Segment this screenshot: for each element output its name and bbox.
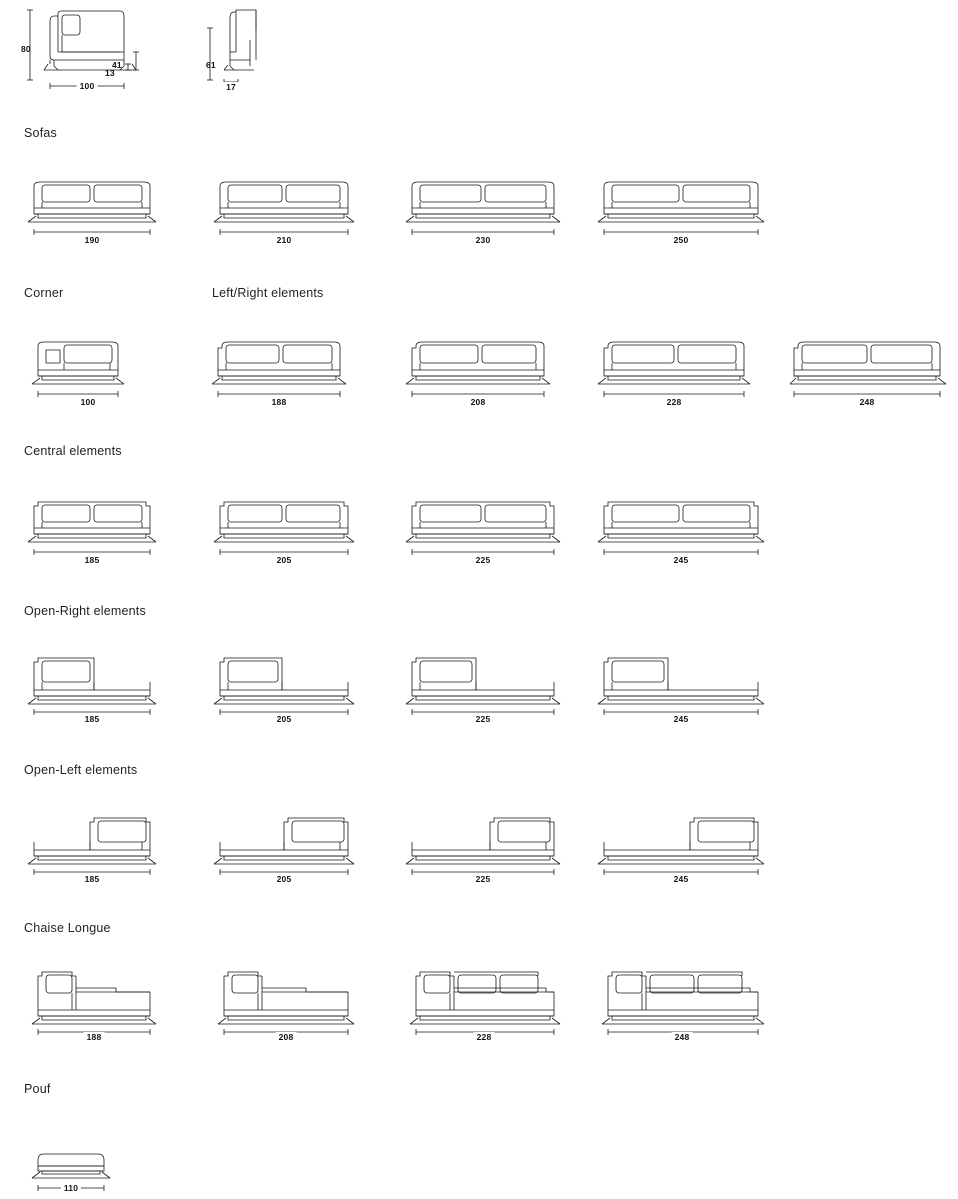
dim-sofas-0: 190 — [82, 235, 103, 245]
figure-chaise-228 — [404, 958, 572, 1034]
figure-sofa-210 — [210, 168, 370, 236]
figure-central-225 — [404, 486, 572, 554]
figure-chaise-208 — [210, 958, 370, 1034]
figure-sofa-250 — [596, 168, 776, 236]
dim-chaise-0: 188 — [84, 1032, 105, 1042]
dim-open-left-2: 225 — [473, 874, 494, 884]
dim-chaise-2: 228 — [474, 1032, 495, 1042]
technical-arm-detail — [204, 8, 274, 96]
figure-central-205 — [210, 486, 370, 554]
dim-lr-2: 228 — [664, 397, 685, 407]
figure-open-left-225 — [404, 802, 572, 874]
dim-corner-0: 100 — [78, 397, 99, 407]
figure-open-left-205 — [210, 802, 370, 874]
dim-open-right-2: 225 — [473, 714, 494, 724]
figure-chaise-248 — [596, 958, 776, 1034]
tech-label-back-height: 61 — [206, 60, 216, 70]
figure-corner-100 — [24, 328, 134, 396]
dim-sofas-3: 250 — [671, 235, 692, 245]
figure-open-left-245 — [596, 802, 776, 874]
section-heading-chaise: Chaise Longue — [24, 921, 111, 935]
dim-open-left-0: 185 — [82, 874, 103, 884]
section-heading-central: Central elements — [24, 444, 122, 458]
tech-label-base-height: 13 — [105, 68, 115, 78]
figure-lr-208 — [404, 328, 562, 396]
dim-lr-1: 208 — [468, 397, 489, 407]
dim-sofas-1: 210 — [274, 235, 295, 245]
dim-pouf-0: 110 — [61, 1183, 81, 1193]
dim-open-right-3: 245 — [671, 714, 692, 724]
dim-central-3: 245 — [671, 555, 692, 565]
tech-label-depth: 100 — [77, 81, 98, 91]
figure-lr-228 — [596, 328, 756, 396]
dim-open-right-0: 185 — [82, 714, 103, 724]
dim-lr-3: 248 — [857, 397, 878, 407]
dim-central-1: 205 — [274, 555, 295, 565]
figure-lr-248 — [788, 328, 954, 396]
dim-central-2: 225 — [473, 555, 494, 565]
section-heading-corner: Corner — [24, 286, 64, 300]
dim-chaise-1: 208 — [276, 1032, 297, 1042]
section-heading-sofas: Sofas — [24, 126, 57, 140]
figure-sofa-190 — [16, 168, 168, 236]
dim-open-right-1: 205 — [274, 714, 295, 724]
figure-lr-188 — [208, 328, 358, 396]
figure-open-left-185 — [16, 802, 168, 874]
figure-central-245 — [596, 486, 776, 554]
figure-open-right-205 — [210, 642, 370, 714]
dim-open-left-1: 205 — [274, 874, 295, 884]
figure-central-185 — [16, 486, 168, 554]
section-heading-open-left: Open-Left elements — [24, 763, 138, 777]
tech-label-height: 80 — [21, 44, 31, 54]
tech-label-seat-height: 41 — [112, 60, 122, 70]
dim-central-0: 185 — [82, 555, 103, 565]
dim-sofas-2: 230 — [473, 235, 494, 245]
figure-open-right-245 — [596, 642, 776, 714]
section-heading-pouf: Pouf — [24, 1082, 51, 1096]
dim-chaise-3: 248 — [672, 1032, 693, 1042]
figure-chaise-188 — [16, 958, 168, 1034]
dim-open-left-3: 245 — [671, 874, 692, 884]
figure-open-right-185 — [16, 642, 168, 714]
tech-label-arm-width: 17 — [223, 82, 239, 92]
section-heading-left-right: Left/Right elements — [212, 286, 324, 300]
figure-sofa-230 — [404, 168, 572, 236]
dim-lr-0: 188 — [269, 397, 290, 407]
figure-open-right-225 — [404, 642, 572, 714]
section-heading-open-right: Open-Right elements — [24, 604, 146, 618]
